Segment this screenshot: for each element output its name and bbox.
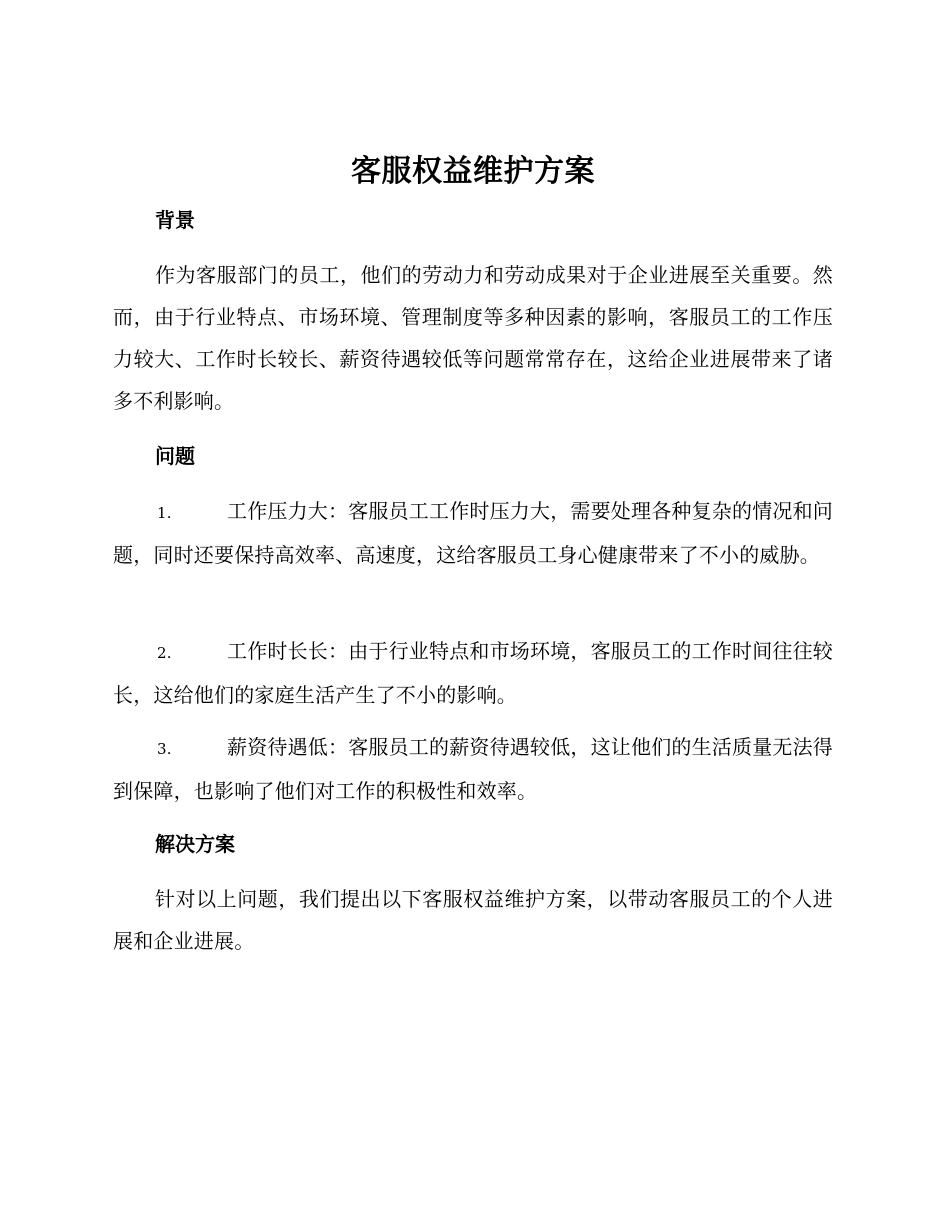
- problem-item-1: [113, 490, 833, 576]
- section-heading-solution: 解决方案: [155, 832, 235, 856]
- problem-item-number: 2.: [157, 644, 172, 662]
- background-paragraph: 作为客服部门的员工，他们的劳动力和劳动成果对于企业进展至关重要。然而，由于行业特点、市场环境、管理制度等多种因素的影响，客服员工的工作压力较大、工作时长较长、薪资待遇较低等问题常常存在，这给企业进展带来了诸多不利影响。: [113, 263, 833, 413]
- problem-item-2: [113, 630, 833, 716]
- section-heading-background: 背景: [155, 208, 195, 232]
- problem-item-3: [113, 726, 833, 812]
- problem-item-text: 薪资待遇低：客服员工的薪资待遇较低，这让他们的生活质量无法得到保障，也影响了他们对工作的积极性和效率。: [113, 735, 833, 803]
- solution-paragraph: 针对以上问题，我们提出以下客服权益维护方案，以带动客服员工的个人进展和企业进展。: [113, 887, 833, 953]
- problem-item-text: 工作压力大：客服员工工作时压力大，需要处理各种复杂的情况和问题，同时还要保持高效率、高速度，这给客服员工身心健康带来了不小的威胁。: [113, 499, 833, 567]
- problem-item-number: 1.: [157, 504, 172, 522]
- document-title: 客服权益维护方案: [351, 154, 595, 189]
- problem-item-text: 工作时长长：由于行业特点和市场环境，客服员工的工作时间往往较长，这给他们的家庭生活产生了不小的影响。: [113, 639, 833, 707]
- problem-item-number: 3.: [157, 740, 172, 758]
- section-heading-problems: 问题: [155, 444, 195, 468]
